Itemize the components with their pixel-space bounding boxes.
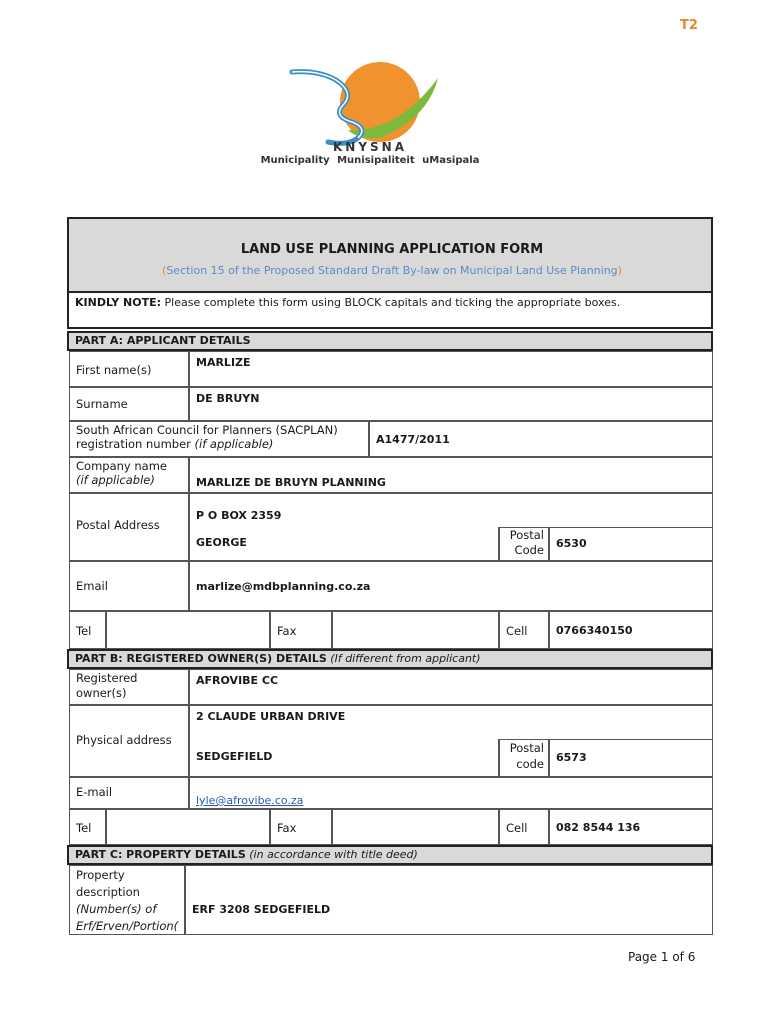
owner-postal-code-field[interactable] (549, 739, 713, 777)
owner-label-cell (69, 669, 189, 705)
owner-tel-label: Tel (76, 821, 92, 835)
tel-label-cell (69, 611, 106, 649)
part-c-title: PART C: PROPERTY DETAILS (75, 848, 246, 861)
cell-label-cell (499, 611, 549, 649)
email-value: marlize@mdbplanning.co.za (196, 580, 371, 593)
note-label: KINDLY NOTE: (75, 296, 162, 309)
owner-tel-label-cell (69, 809, 106, 845)
company-label-cell (69, 457, 189, 493)
owner-email-field[interactable] (189, 777, 713, 809)
property-value: ERF 3208 SEDGEFIELD (192, 903, 331, 916)
physical-address-label: Physical address (76, 733, 172, 747)
owner-postal-code-value: 6573 (556, 751, 587, 764)
first-name-label-cell (69, 351, 189, 387)
subtitle-text: Section 15 of the Proposed Standard Draft By-law on Municipal Land Use Planning (166, 264, 618, 277)
form-subtitle (69, 264, 715, 277)
cell-label: Cell (506, 624, 528, 638)
fax-field[interactable] (332, 611, 499, 649)
owner-cell-field[interactable] (549, 809, 713, 845)
part-c-heading (67, 845, 713, 865)
postal-line2-field[interactable] (189, 527, 499, 561)
email-field[interactable] (189, 561, 713, 611)
property-field[interactable] (185, 865, 713, 935)
owner-cell-label: Cell (506, 821, 528, 835)
property-label-2: description (76, 885, 140, 899)
owner-email-link[interactable]: lyle@afrovibe.co.za (196, 794, 304, 807)
owner-fax-label-cell (270, 809, 332, 845)
property-label-4: Erf/Erven/Portion( (76, 919, 179, 933)
first-name-value: MARLIZE (196, 356, 251, 369)
property-label-3: (Number(s) of (76, 902, 157, 916)
company-label-applicable: (if applicable) (76, 473, 155, 487)
postal-code-field[interactable] (549, 527, 713, 561)
part-a-heading: PART A: APPLICANT DETAILS (67, 331, 713, 351)
email-label: Email (76, 579, 108, 593)
part-b-heading (67, 649, 713, 669)
owner-value: AFROVIBE CC (196, 674, 279, 687)
owner-email-label-cell (69, 777, 189, 809)
sacplan-label-applicable: (if applicable) (194, 437, 274, 451)
surname-field[interactable] (189, 387, 713, 421)
postal-code-label-2: Code (514, 543, 544, 557)
postal-code-label-cell (499, 527, 549, 561)
brand-name: KNYSNA (332, 140, 407, 154)
sacplan-field[interactable] (369, 421, 713, 457)
brand-block (250, 140, 490, 166)
property-label-cell (69, 865, 185, 935)
physical-label-cell (69, 705, 189, 777)
sacplan-label-cell (69, 421, 369, 457)
fax-label: Fax (277, 624, 297, 638)
address-line1-field[interactable] (189, 705, 713, 739)
postal-code-label-1: Postal (509, 528, 544, 542)
sacplan-label: South African Council for Planners (SACPLAN) (76, 423, 338, 437)
surname-label: Surname (76, 397, 128, 411)
postal-address-label: Postal Address (76, 518, 160, 532)
note-text: Please complete this form using BLOCK capitals and ticking the appropriate boxes. (161, 296, 621, 309)
subtitle-open: ( (162, 264, 167, 277)
sacplan-label-2 (76, 437, 362, 451)
subtitle-close: ) (617, 264, 622, 277)
knysna-logo (288, 60, 448, 150)
company-field[interactable] (189, 457, 713, 493)
kindly-note (67, 293, 713, 329)
owner-field[interactable] (189, 669, 713, 705)
document-code: T2 (680, 18, 698, 33)
postal-label-cell (69, 493, 189, 561)
part-b-note: (If different from applicant) (326, 652, 481, 665)
brand-tagline: Municipality Munisipaliteit uMasipala (260, 155, 480, 166)
email-label-cell (69, 561, 189, 611)
part-b-title: PART B: REGISTERED OWNER(S) DETAILS (75, 652, 327, 665)
owner-cell-label-cell (499, 809, 549, 845)
first-name-field[interactable] (189, 351, 713, 387)
tel-label: Tel (76, 624, 92, 638)
owner-postal-code-label-2: code (516, 757, 544, 771)
company-value: MARLIZE DE BRUYN PLANNING (196, 476, 386, 489)
cell-value: 0766340150 (556, 624, 633, 637)
owner-cell-value: 082 8544 136 (556, 821, 641, 834)
part-c-note: (in accordance with title deed) (245, 848, 418, 861)
form-title: LAND USE PLANNING APPLICATION FORM (240, 242, 544, 257)
postal-line2-value: GEORGE (196, 536, 247, 549)
address-line2-value: SEDGEFIELD (196, 750, 273, 763)
company-label: Company name (76, 459, 167, 473)
surname-value: DE BRUYN (196, 392, 260, 405)
sacplan-value: A1477/2011 (376, 433, 450, 446)
form-header (67, 217, 713, 293)
owner-fax-field[interactable] (332, 809, 499, 845)
sacplan-label-reg: registration number (76, 437, 195, 451)
tel-field[interactable] (106, 611, 270, 649)
address-line2-field[interactable] (189, 739, 499, 777)
owner-label-2: owner(s) (76, 686, 127, 700)
owner-postal-code-label-cell (499, 739, 549, 777)
page-number: Page 1 of 6 (628, 950, 696, 964)
surname-label-cell (69, 387, 189, 421)
property-label-1: Property (76, 868, 125, 882)
address-line1-value: 2 CLAUDE URBAN DRIVE (196, 710, 346, 723)
owner-label-1: Registered (76, 671, 138, 685)
owner-postal-code-label-1: Postal (509, 741, 544, 755)
postal-line1-field[interactable] (189, 493, 713, 527)
owner-tel-field[interactable] (106, 809, 270, 845)
cell-field[interactable] (549, 611, 713, 649)
postal-line1-value: P O BOX 2359 (196, 509, 282, 522)
first-name-label: First name(s) (76, 363, 152, 377)
owner-fax-label: Fax (277, 821, 297, 835)
owner-email-label: E-mail (76, 785, 113, 799)
postal-code-value: 6530 (556, 537, 587, 550)
fax-label-cell (270, 611, 332, 649)
